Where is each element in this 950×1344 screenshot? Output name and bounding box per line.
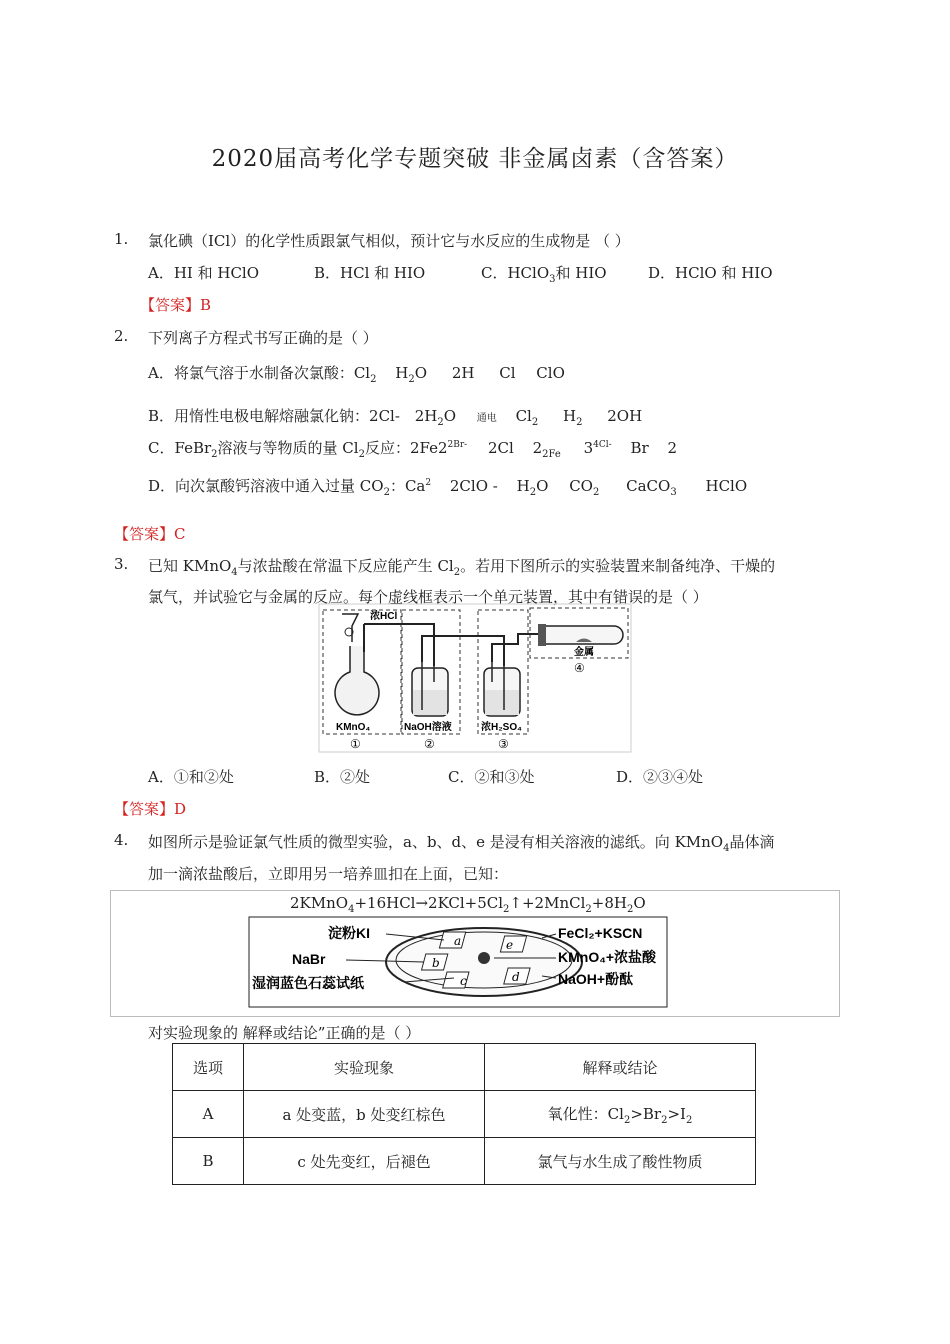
q1-number: 1. — [114, 230, 129, 248]
q2-option-d: D．向次氯酸钙溶液中通入过量 $CO_2$：Ca$^2$ $2ClO - H_2O$ $CO_2$ CaCO$_3$ HClO — [148, 477, 748, 498]
q3-option-d: D．②③④处 — [616, 768, 704, 786]
label-kmno4-hcl: KMnO₄+浓盐酸 — [558, 949, 657, 965]
svg-text:c: c — [460, 974, 467, 988]
tube-1 — [364, 624, 434, 666]
table-row — [173, 1138, 756, 1185]
table-header: 选项 — [173, 1044, 244, 1091]
label-unit-3: ③ — [498, 737, 509, 751]
table-cell: B — [173, 1138, 244, 1185]
svg-text:b: b — [432, 956, 440, 970]
table-row — [173, 1091, 756, 1138]
q3-stem-line2: 氯气，并试验它与金属的反应。每个虚线框表示一个单元装置，其中有错误的是（ ） — [148, 588, 708, 606]
label-fecl2-kscn: FeCl₂+KSCN — [558, 925, 643, 941]
paper-c — [443, 972, 469, 988]
q2-option-a: A．将氯气溶于水制备次氯酸：$Cl_2$ $H_2O$ 2H Cl ClO — [148, 364, 565, 385]
label-unit-1: ① — [350, 737, 361, 751]
answer-table — [172, 1043, 756, 1185]
paper-d — [504, 968, 530, 984]
q4-number: 4. — [114, 831, 129, 849]
table-header: 实验现象 — [244, 1044, 485, 1091]
label-litmus-paper: 湿润蓝色石蕊试纸 — [252, 975, 364, 991]
kmno4-crystal — [478, 952, 490, 964]
label-nabr: NaBr — [292, 951, 326, 967]
page-title: 2020届高考化学专题突破 非金属卤素（含答案） — [211, 146, 739, 172]
label-hcl: 浓HCl — [370, 611, 398, 622]
svg-text:a: a — [454, 934, 462, 948]
label-naoh-phenolphthalein: NaOH+酚酞 — [558, 971, 634, 987]
q1-stem: 氯化碘（ICl）的化学性质跟氯气相似，预计它与水反应的生成物是 （ ） — [148, 232, 630, 250]
paper-e — [500, 936, 526, 952]
q1-option-c: C．HClO$_3$和 HIO — [481, 264, 607, 285]
q3-stem-line1: 已知 KMnO$_4$与浓盐酸在常温下反应能产生 $Cl_2$。若用下图所示的实验装置来制备纯净、干燥的 — [148, 557, 776, 578]
label-kmno4: KMnO₄ — [336, 722, 371, 733]
label-unit-4: ④ — [574, 661, 585, 675]
q4-stem-3: 对实验现象的 解释或结论”正确的是（ ） — [148, 1024, 421, 1042]
label-naoh: NaOH溶液 — [404, 722, 452, 733]
q2-answer: 【答案】C — [114, 525, 186, 543]
table-header: 解释或结论 — [485, 1044, 756, 1091]
svg-text:d: d — [512, 970, 520, 984]
q4-stem-line2: 加一滴浓盐酸后，立即用另一培养皿扣在上面，已知： — [148, 865, 509, 883]
label-h2so4: 浓H₂SO₄ — [481, 722, 522, 733]
q1-answer: 【答案】B — [140, 296, 212, 314]
q1-option-b: B．HCl 和 HIO — [314, 264, 426, 282]
q3-option-b: B．②处 — [314, 768, 371, 786]
q1-option-d: D．HClO 和 HIO — [648, 264, 773, 282]
table-cell: 氧化性：$Cl_2>Br_2>I_2$ — [485, 1091, 756, 1138]
round-bottom-flask — [335, 646, 379, 715]
apparatus-diagram — [318, 602, 633, 754]
petri-dish-diagram — [248, 916, 668, 1008]
table-cell: 氯气与水生成了酸性物质 — [485, 1138, 756, 1185]
q2-number: 2. — [114, 327, 129, 345]
table-header-row — [173, 1044, 756, 1091]
label-starch-ki: 淀粉KI — [328, 925, 370, 941]
q4-equation: $2KMnO_4+16HCl\to 2KCl+5Cl_2↑+2MnCl_2+8H_2O$ — [290, 894, 646, 915]
label-metal: 金属 — [574, 647, 594, 658]
table-cell: a 处变蓝，b 处变红棕色 — [244, 1091, 485, 1138]
q1-option-a: A．HI 和 HClO — [148, 264, 260, 282]
q3-option-a: A．①和②处 — [148, 768, 234, 786]
q2-option-c: C．FeBr$_2$溶液与等物质的量 $Cl_2$反应：$2Fe2^{2Br-}$ 2Cl $2_{2Fe}$ $3^{4Cl-}$ Br 2 — [148, 439, 677, 460]
q3-option-c: C．②和③处 — [448, 768, 535, 786]
q2-stem: 下列离子方程式书写正确的是（ ） — [148, 329, 378, 347]
paper-b — [422, 954, 448, 970]
q3-number: 3. — [114, 555, 129, 573]
table-cell: A — [173, 1091, 244, 1138]
q4-stem-line1: 如图所示是验证氯气性质的微型实验，a、b、d、e 是浸有相关溶液的滤纸。向 KMnO$_4$晶体滴 — [148, 833, 775, 854]
svg-text:e: e — [506, 938, 514, 952]
table-cell: c 处先变红，后褪色 — [244, 1138, 485, 1185]
label-unit-2: ② — [424, 737, 435, 751]
q2-option-b: B．用惰性电极电解熔融氯化钠：2Cl- $2H_2O$ 通电 $Cl_2$ $H_2$ 2OH — [148, 407, 643, 428]
q3-answer: 【答案】D — [114, 800, 187, 818]
